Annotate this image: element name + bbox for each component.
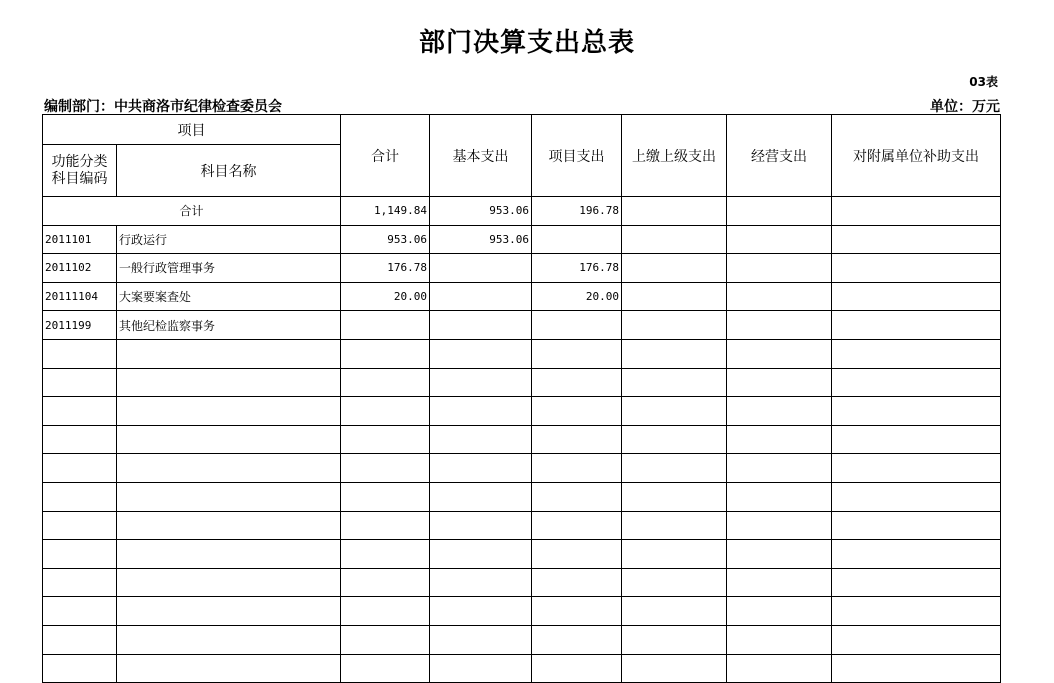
table-row <box>43 425 1001 454</box>
row-business <box>727 425 832 454</box>
row-total <box>341 511 430 540</box>
row-subsidy <box>832 225 1001 254</box>
header-name: 科目名称 <box>117 145 341 197</box>
row-total <box>341 597 430 626</box>
header-total: 合计 <box>341 115 430 197</box>
row-name <box>117 511 341 540</box>
unit-label: 单位：万元 <box>930 99 1000 115</box>
row-name <box>117 568 341 597</box>
row-name <box>117 654 341 683</box>
row-business <box>727 254 832 283</box>
row-project <box>532 568 622 597</box>
row-basic <box>430 311 532 340</box>
table-row <box>43 625 1001 654</box>
row-business <box>727 282 832 311</box>
row-subsidy <box>832 568 1001 597</box>
row-project <box>532 425 622 454</box>
row-name <box>117 425 341 454</box>
row-project: 20.00 <box>532 282 622 311</box>
row-code: 20111104 <box>43 282 117 311</box>
table-row <box>43 654 1001 683</box>
table-row <box>43 568 1001 597</box>
row-business <box>727 625 832 654</box>
row-business <box>727 368 832 397</box>
row-basic: 953.06 <box>430 225 532 254</box>
row-name: 其他纪检监察事务 <box>117 311 341 340</box>
row-name <box>117 625 341 654</box>
total-row-basic: 953.06 <box>430 197 532 226</box>
row-business <box>727 225 832 254</box>
row-total <box>341 625 430 654</box>
expenditure-table <box>42 114 1001 683</box>
table-row <box>43 540 1001 569</box>
table-row <box>43 482 1001 511</box>
table-row <box>43 397 1001 426</box>
row-name: 行政运行 <box>117 225 341 254</box>
row-upper <box>622 568 727 597</box>
row-total <box>341 482 430 511</box>
row-business <box>727 311 832 340</box>
table-row <box>43 225 1001 254</box>
row-code <box>43 454 117 483</box>
row-project: 176.78 <box>532 254 622 283</box>
row-name: 一般行政管理事务 <box>117 254 341 283</box>
row-business <box>727 540 832 569</box>
row-name <box>117 339 341 368</box>
row-project <box>532 482 622 511</box>
row-code <box>43 511 117 540</box>
table-row <box>43 282 1001 311</box>
table-row <box>43 368 1001 397</box>
total-row-business <box>727 197 832 226</box>
row-project <box>532 454 622 483</box>
row-business <box>727 511 832 540</box>
row-subsidy <box>832 597 1001 626</box>
row-subsidy <box>832 654 1001 683</box>
row-upper <box>622 425 727 454</box>
row-code: 2011199 <box>43 311 117 340</box>
row-subsidy <box>832 425 1001 454</box>
row-total <box>341 540 430 569</box>
row-code <box>43 368 117 397</box>
row-upper <box>622 511 727 540</box>
row-upper <box>622 654 727 683</box>
row-total <box>341 654 430 683</box>
row-business <box>727 397 832 426</box>
row-basic <box>430 568 532 597</box>
row-name <box>117 454 341 483</box>
total-row-subsidy <box>832 197 1001 226</box>
row-basic <box>430 482 532 511</box>
row-basic <box>430 625 532 654</box>
row-project <box>532 654 622 683</box>
row-project <box>532 597 622 626</box>
row-total <box>341 311 430 340</box>
header-upper: 上缴上级支出 <box>622 115 727 197</box>
row-project <box>532 540 622 569</box>
row-business <box>727 654 832 683</box>
row-business <box>727 339 832 368</box>
row-code <box>43 597 117 626</box>
total-row-total: 1,149.84 <box>341 197 430 226</box>
row-upper <box>622 597 727 626</box>
table-row <box>43 339 1001 368</box>
row-project <box>532 625 622 654</box>
row-upper <box>622 625 727 654</box>
row-basic <box>430 282 532 311</box>
row-upper <box>622 254 727 283</box>
page-title: 部门决算支出总表 <box>418 28 635 58</box>
row-business <box>727 568 832 597</box>
row-subsidy <box>832 254 1001 283</box>
row-upper <box>622 368 727 397</box>
row-basic <box>430 425 532 454</box>
header-item: 项目 <box>43 115 341 145</box>
row-code: 2011102 <box>43 254 117 283</box>
row-project <box>532 511 622 540</box>
header-project: 项目支出 <box>532 115 622 197</box>
header-basic: 基本支出 <box>430 115 532 197</box>
row-total <box>341 339 430 368</box>
total-row-project: 196.78 <box>532 197 622 226</box>
row-business <box>727 482 832 511</box>
row-total: 953.06 <box>341 225 430 254</box>
table-number: 03表 <box>969 75 998 89</box>
department-label: 编制部门：中共商洛市纪律检查委员会 <box>44 99 282 115</box>
row-subsidy <box>832 482 1001 511</box>
row-subsidy <box>832 625 1001 654</box>
table-row <box>43 254 1001 283</box>
row-total: 20.00 <box>341 282 430 311</box>
row-code <box>43 482 117 511</box>
row-upper <box>622 311 727 340</box>
row-total <box>341 368 430 397</box>
header-subsidy: 对附属单位补助支出 <box>832 115 1001 197</box>
row-code: 2011101 <box>43 225 117 254</box>
row-upper <box>622 339 727 368</box>
table-row <box>43 454 1001 483</box>
row-name <box>117 397 341 426</box>
row-name: 大案要案查处 <box>117 282 341 311</box>
row-code <box>43 425 117 454</box>
row-basic <box>430 339 532 368</box>
row-project <box>532 225 622 254</box>
row-project <box>532 339 622 368</box>
row-basic <box>430 511 532 540</box>
total-row-upper <box>622 197 727 226</box>
row-upper <box>622 397 727 426</box>
total-row-label: 合计 <box>43 197 341 226</box>
row-basic <box>430 597 532 626</box>
row-project <box>532 311 622 340</box>
row-code <box>43 540 117 569</box>
row-basic <box>430 454 532 483</box>
row-total: 176.78 <box>341 254 430 283</box>
row-code <box>43 568 117 597</box>
row-name <box>117 368 341 397</box>
total-row <box>43 197 1001 226</box>
row-basic <box>430 254 532 283</box>
row-upper <box>622 225 727 254</box>
row-name <box>117 540 341 569</box>
table-row <box>43 511 1001 540</box>
row-subsidy <box>832 540 1001 569</box>
row-code <box>43 654 117 683</box>
row-subsidy <box>832 511 1001 540</box>
row-business <box>727 597 832 626</box>
row-project <box>532 397 622 426</box>
table-row <box>43 311 1001 340</box>
row-total <box>341 397 430 426</box>
row-basic <box>430 397 532 426</box>
row-code <box>43 339 117 368</box>
row-upper <box>622 282 727 311</box>
row-upper <box>622 454 727 483</box>
row-total <box>341 568 430 597</box>
row-project <box>532 368 622 397</box>
row-total <box>341 425 430 454</box>
row-subsidy <box>832 454 1001 483</box>
header-business: 经营支出 <box>727 115 832 197</box>
row-basic <box>430 540 532 569</box>
header-code: 功能分类科目编码 <box>43 145 117 197</box>
row-basic <box>430 368 532 397</box>
row-subsidy <box>832 368 1001 397</box>
row-subsidy <box>832 339 1001 368</box>
row-subsidy <box>832 311 1001 340</box>
row-upper <box>622 540 727 569</box>
row-name <box>117 482 341 511</box>
row-business <box>727 454 832 483</box>
row-total <box>341 454 430 483</box>
row-code <box>43 625 117 654</box>
row-code <box>43 397 117 426</box>
row-subsidy <box>832 397 1001 426</box>
row-name <box>117 597 341 626</box>
row-upper <box>622 482 727 511</box>
table-row <box>43 597 1001 626</box>
row-subsidy <box>832 282 1001 311</box>
row-basic <box>430 654 532 683</box>
